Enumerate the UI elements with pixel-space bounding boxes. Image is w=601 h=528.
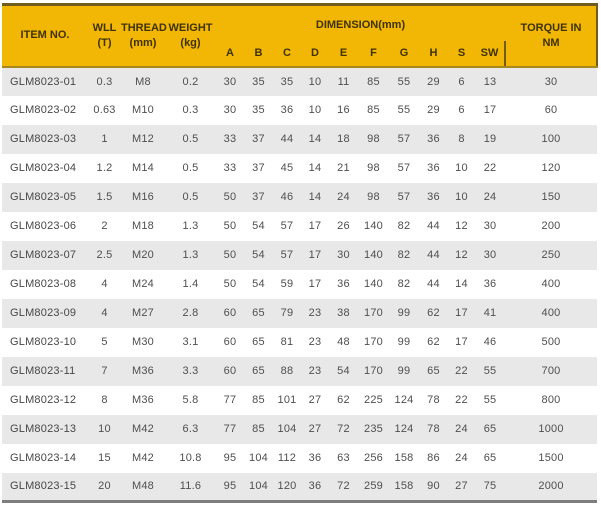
value-cell: 98 — [367, 162, 380, 174]
value-cell: 95 — [223, 480, 237, 493]
value-cell: 55 — [397, 104, 411, 116]
value-cell: 75 — [483, 480, 497, 493]
table-row — [2, 241, 597, 270]
value-cell: 17 — [483, 104, 497, 116]
value-cell: 85 — [252, 423, 265, 435]
value-cell: 250 — [541, 249, 561, 261]
value-cell: 82 — [397, 278, 411, 290]
value-cell: 99 — [397, 336, 411, 348]
table-row — [2, 473, 597, 502]
value-cell: 17 — [455, 307, 468, 319]
value-cell: 5.8 — [182, 394, 199, 406]
value-cell: 41 — [483, 307, 497, 319]
value-cell: 45 — [280, 162, 294, 174]
value-cell: 259 — [364, 480, 383, 493]
value-cell: 60 — [223, 365, 237, 377]
value-cell: 81 — [280, 336, 294, 348]
value-cell: 60 — [544, 104, 558, 116]
value-cell: 124 — [394, 423, 414, 435]
item-no-cell: GLM8023-02 — [10, 104, 77, 116]
value-cell: 10 — [98, 423, 111, 435]
col-header-thread-line2: (mm) — [129, 36, 157, 49]
value-cell: 150 — [541, 191, 561, 203]
value-cell: 50 — [223, 220, 237, 232]
item-no-cell: GLM8023-06 — [10, 220, 77, 232]
value-cell: 44 — [280, 133, 294, 145]
value-cell: 88 — [280, 365, 294, 377]
value-cell: 29 — [427, 75, 440, 88]
value-cell: 0.3 — [182, 104, 199, 116]
value-cell: 36 — [308, 480, 322, 493]
value-cell: 86 — [427, 452, 440, 464]
value-cell: 99 — [397, 307, 411, 319]
value-cell: 10 — [455, 191, 468, 203]
value-cell: M14 — [132, 162, 154, 174]
value-cell: 1.4 — [182, 278, 199, 290]
item-no-cell: GLM8023-12 — [10, 394, 77, 406]
value-cell: 15 — [98, 452, 111, 464]
value-cell: 256 — [364, 452, 383, 464]
value-cell: 10 — [455, 162, 468, 174]
value-cell: 36 — [337, 278, 350, 290]
value-cell: 400 — [541, 278, 561, 290]
table-row — [2, 415, 597, 444]
value-cell: 35 — [280, 75, 294, 88]
value-cell: 112 — [277, 452, 297, 464]
value-cell: M24 — [132, 278, 154, 290]
value-cell: 78 — [427, 394, 440, 406]
value-cell: 35 — [252, 75, 265, 88]
value-cell: M10 — [132, 104, 154, 116]
value-cell: 1.3 — [182, 220, 199, 232]
value-cell: 23 — [308, 307, 322, 319]
value-cell: 24 — [455, 452, 468, 464]
value-cell: 65 — [252, 307, 265, 319]
col-header-weight-line1: WEIGHT — [168, 21, 213, 34]
col-header-weight — [165, 5, 216, 67]
value-cell: 104 — [249, 452, 268, 464]
value-cell: 36 — [427, 162, 440, 174]
value-cell: 20 — [98, 480, 111, 493]
value-cell: M12 — [132, 133, 154, 145]
value-cell: 95 — [223, 452, 237, 464]
value-cell: 30 — [337, 249, 350, 261]
value-cell: 235 — [364, 423, 383, 435]
value-cell: 24 — [455, 423, 468, 435]
value-cell: 77 — [223, 394, 237, 406]
value-cell: 35 — [252, 104, 265, 116]
value-cell: 50 — [223, 278, 237, 290]
value-cell: 17 — [308, 249, 322, 261]
value-cell: 1.2 — [96, 162, 113, 174]
value-cell: 57 — [397, 191, 411, 203]
value-cell: 8 — [101, 394, 108, 406]
value-cell: 24 — [337, 191, 350, 203]
value-cell: M20 — [132, 249, 154, 261]
value-cell: 26 — [337, 220, 350, 232]
item-no-cell: GLM8023-01 — [10, 75, 77, 88]
value-cell: 1.3 — [182, 249, 199, 261]
col-header-dim-d: D — [301, 41, 329, 67]
item-no-cell: GLM8023-09 — [10, 307, 77, 319]
value-cell: 400 — [541, 307, 561, 319]
col-header-dim-s: S — [448, 41, 475, 67]
value-cell: 65 — [427, 365, 440, 377]
value-cell: 27 — [308, 394, 322, 406]
value-cell: 79 — [280, 307, 294, 319]
value-cell: 30 — [483, 220, 497, 232]
value-cell: 36 — [427, 191, 440, 203]
table-row — [2, 270, 597, 299]
value-cell: M48 — [132, 480, 154, 493]
value-cell: 10.8 — [179, 452, 202, 464]
value-cell: 17 — [308, 278, 322, 290]
value-cell: 65 — [483, 452, 497, 464]
value-cell: 57 — [280, 220, 294, 232]
value-cell: 14 — [308, 162, 322, 174]
col-header-dim-sw: SW — [475, 41, 505, 67]
value-cell: 1.5 — [96, 191, 113, 203]
value-cell: 0.5 — [182, 191, 199, 203]
value-cell: 16 — [337, 104, 350, 116]
value-cell: 21 — [337, 162, 350, 174]
value-cell: 14 — [308, 133, 322, 145]
item-no-cell: GLM8023-14 — [10, 452, 77, 464]
value-cell: 30 — [223, 104, 237, 116]
value-cell: 29 — [427, 104, 440, 116]
value-cell: 3.1 — [182, 336, 199, 348]
value-cell: 11 — [337, 75, 350, 88]
value-cell: 170 — [364, 336, 383, 348]
value-cell: 19 — [483, 133, 497, 145]
value-cell: 4 — [101, 278, 108, 290]
value-cell: M30 — [132, 336, 154, 348]
col-header-wll-line1: WLL — [92, 21, 117, 34]
col-header-dimension-group: DIMENSION(mm) — [216, 5, 505, 41]
table-body — [2, 67, 597, 502]
value-cell: 124 — [394, 394, 414, 406]
item-no-cell: GLM8023-03 — [10, 133, 77, 145]
value-cell: 17 — [455, 336, 468, 348]
value-cell: 140 — [364, 249, 383, 261]
spec-table — [2, 3, 598, 503]
value-cell: 60 — [223, 307, 237, 319]
value-cell: 5 — [101, 336, 108, 348]
value-cell: 22 — [455, 394, 468, 406]
value-cell: 27 — [308, 423, 322, 435]
value-cell: 140 — [364, 220, 383, 232]
value-cell: 30 — [223, 75, 237, 88]
value-cell: 0.63 — [93, 104, 116, 116]
value-cell: 700 — [541, 365, 561, 377]
value-cell: 98 — [367, 133, 380, 145]
value-cell: 22 — [455, 365, 468, 377]
value-cell: 55 — [483, 365, 497, 377]
value-cell: 18 — [337, 133, 350, 145]
col-header-weight-line2: (kg) — [180, 36, 201, 49]
value-cell: 60 — [223, 336, 237, 348]
table-row — [2, 386, 597, 415]
table-row — [2, 125, 597, 154]
value-cell: 36 — [280, 104, 294, 116]
value-cell: 90 — [427, 480, 440, 493]
col-header-torque-line2: NM — [542, 36, 560, 49]
value-cell: 44 — [427, 278, 440, 290]
value-cell: 38 — [337, 307, 350, 319]
value-cell: 225 — [364, 394, 383, 406]
header-row-top — [2, 5, 597, 41]
value-cell: 0.5 — [182, 133, 199, 145]
value-cell: 44 — [427, 220, 440, 232]
value-cell: 48 — [337, 336, 350, 348]
spec-table-container — [2, 3, 597, 503]
value-cell: 65 — [483, 423, 497, 435]
value-cell: 200 — [541, 220, 561, 232]
col-header-dim-e: E — [329, 41, 358, 67]
value-cell: 104 — [249, 480, 268, 493]
value-cell: 2.8 — [182, 307, 199, 319]
table-row — [2, 328, 597, 357]
value-cell: 2 — [101, 220, 108, 232]
value-cell: 140 — [364, 278, 383, 290]
value-cell: 13 — [483, 75, 497, 88]
value-cell: 10 — [308, 104, 322, 116]
value-cell: 3.3 — [182, 365, 199, 377]
value-cell: 800 — [541, 394, 561, 406]
value-cell: 54 — [252, 220, 265, 232]
value-cell: 36 — [483, 278, 497, 290]
col-header-wll — [88, 5, 121, 67]
value-cell: M18 — [132, 220, 154, 232]
value-cell: M16 — [132, 191, 154, 203]
value-cell: 85 — [367, 75, 380, 88]
value-cell: 50 — [223, 191, 237, 203]
table-row — [2, 67, 597, 96]
value-cell: 12 — [455, 220, 468, 232]
value-cell: 62 — [337, 394, 350, 406]
value-cell: M42 — [132, 423, 154, 435]
value-cell: 63 — [337, 452, 350, 464]
item-no-cell: GLM8023-10 — [10, 336, 77, 348]
value-cell: 120 — [277, 480, 297, 493]
value-cell: 14 — [455, 278, 468, 290]
value-cell: 37 — [252, 191, 265, 203]
value-cell: 77 — [223, 423, 237, 435]
value-cell: 27 — [455, 480, 468, 493]
table-row — [2, 96, 597, 125]
value-cell: 6 — [458, 104, 465, 116]
value-cell: 99 — [397, 365, 411, 377]
value-cell: 37 — [252, 133, 265, 145]
value-cell: 10 — [308, 75, 322, 88]
col-header-dim-b: B — [244, 41, 273, 67]
table-row — [2, 183, 597, 212]
value-cell: 6.3 — [182, 423, 199, 435]
col-header-thread — [121, 5, 165, 67]
value-cell: 1000 — [538, 423, 564, 435]
value-cell: 23 — [308, 365, 322, 377]
col-header-torque-line1: TORQUE IN — [520, 21, 582, 34]
table-header — [2, 5, 597, 67]
value-cell: 30 — [483, 249, 497, 261]
value-cell: 1500 — [538, 452, 564, 464]
value-cell: 65 — [252, 365, 265, 377]
value-cell: 55 — [397, 75, 411, 88]
value-cell: 59 — [280, 278, 294, 290]
value-cell: 158 — [394, 480, 414, 493]
value-cell: 85 — [252, 394, 265, 406]
table-row — [2, 299, 597, 328]
value-cell: M36 — [132, 394, 154, 406]
value-cell: 50 — [223, 249, 237, 261]
item-no-cell: GLM8023-15 — [10, 480, 77, 493]
value-cell: 22 — [483, 162, 497, 174]
col-header-dim-h: H — [419, 41, 448, 67]
value-cell: 36 — [308, 452, 322, 464]
value-cell: 0.3 — [96, 75, 113, 88]
value-cell: 30 — [544, 75, 558, 88]
value-cell: M8 — [135, 75, 151, 88]
item-no-cell: GLM8023-11 — [10, 365, 76, 377]
col-header-thread-line1: THREAD — [121, 21, 167, 34]
value-cell: 78 — [427, 423, 440, 435]
value-cell: 46 — [280, 191, 294, 203]
value-cell: 33 — [223, 133, 237, 145]
value-cell: 8 — [458, 133, 465, 145]
value-cell: 120 — [541, 162, 561, 174]
col-header-item-no: ITEM NO. — [2, 5, 88, 67]
value-cell: 500 — [541, 336, 561, 348]
table-row — [2, 444, 597, 473]
value-cell: 33 — [223, 162, 237, 174]
value-cell: 54 — [252, 249, 265, 261]
col-header-dim-g: G — [389, 41, 419, 67]
value-cell: 14 — [308, 191, 322, 203]
value-cell: 54 — [252, 278, 265, 290]
value-cell: 12 — [455, 249, 468, 261]
item-no-cell: GLM8023-13 — [10, 423, 77, 435]
item-no-cell: GLM8023-08 — [10, 278, 77, 290]
col-header-dim-a: A — [216, 41, 244, 67]
value-cell: 36 — [427, 133, 440, 145]
value-cell: 57 — [280, 249, 294, 261]
value-cell: 62 — [427, 336, 440, 348]
item-no-cell: GLM8023-05 — [10, 191, 77, 203]
value-cell: 24 — [483, 191, 497, 203]
value-cell: 57 — [397, 133, 411, 145]
value-cell: 65 — [252, 336, 265, 348]
value-cell: 72 — [337, 480, 350, 493]
value-cell: 4 — [101, 307, 108, 319]
value-cell: 170 — [364, 307, 383, 319]
value-cell: 82 — [397, 249, 411, 261]
value-cell: M27 — [132, 307, 154, 319]
value-cell: 23 — [308, 336, 322, 348]
value-cell: 98 — [367, 191, 380, 203]
value-cell: 0.2 — [182, 75, 199, 88]
value-cell: 85 — [367, 104, 380, 116]
value-cell: 158 — [394, 452, 414, 464]
value-cell: 72 — [337, 423, 350, 435]
col-header-torque — [505, 5, 597, 67]
value-cell: 82 — [397, 220, 411, 232]
value-cell: 170 — [364, 365, 383, 377]
col-header-dim-c: C — [273, 41, 301, 67]
value-cell: 1 — [101, 133, 108, 145]
value-cell: 101 — [277, 394, 297, 406]
item-no-cell: GLM8023-04 — [10, 162, 77, 174]
table-row — [2, 154, 597, 183]
value-cell: 104 — [277, 423, 297, 435]
value-cell: 6 — [458, 75, 465, 88]
value-cell: 37 — [252, 162, 265, 174]
col-header-wll-line2: (T) — [97, 36, 112, 49]
value-cell: 57 — [397, 162, 411, 174]
value-cell: 17 — [308, 220, 322, 232]
item-no-cell: GLM8023-07 — [10, 249, 77, 261]
value-cell: 100 — [541, 133, 561, 145]
value-cell: 44 — [427, 249, 440, 261]
value-cell: 55 — [483, 394, 497, 406]
value-cell: 2000 — [538, 480, 564, 493]
value-cell: M42 — [132, 452, 154, 464]
table-row — [2, 357, 597, 386]
col-header-dim-f: F — [358, 41, 389, 67]
value-cell: 7 — [101, 365, 108, 377]
table-row — [2, 212, 597, 241]
value-cell: 2.5 — [96, 249, 113, 261]
value-cell: 62 — [427, 307, 440, 319]
value-cell: 11.6 — [179, 480, 202, 493]
value-cell: 46 — [483, 336, 497, 348]
value-cell: 0.5 — [182, 162, 199, 174]
value-cell: M36 — [132, 365, 154, 377]
value-cell: 54 — [337, 365, 350, 377]
